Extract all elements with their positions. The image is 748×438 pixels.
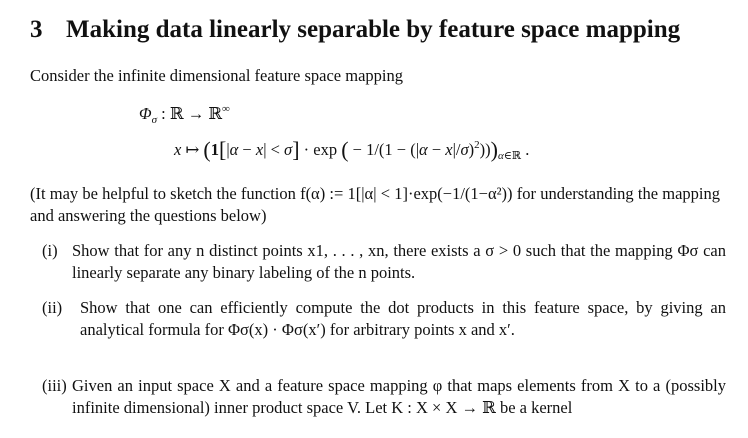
- question-label: (i): [42, 241, 58, 260]
- equation-line-1: $\Phi_\sigma$ : ℝ → ℝ∞: [139, 103, 230, 126]
- question-text: Show that for any n distinct points x1, . . . , xn, there exists a σ > 0 such that the mapping Φσ can linearly separate any binary labeling of the n points.: [72, 241, 726, 282]
- question-text: Given an input space X and a feature space mapping φ that maps elements from X to a (possibly infinite dimensional) inner product space V. Let K : X × X → ℝ be a kernel: [72, 376, 726, 417]
- question-item: [42, 297, 726, 341]
- equation-line-2: x ↦ (1[|α − x| < σ] · exp ( − $1/(1 - (|\alpha - x|/\sigma)^2)))_{\alpha\in ℝ}$ .: [174, 137, 530, 162]
- section-number: 3: [30, 16, 43, 43]
- question-item: [42, 375, 726, 419]
- question-label: (ii): [42, 298, 63, 317]
- section-title: Making data linearly separable by feature space mapping: [66, 16, 681, 43]
- question-item: [42, 240, 726, 284]
- intro-paragraph: Consider the infinite dimensional feature space mapping: [30, 66, 403, 85]
- question-text: Show that one can efficiently compute the dot products in this feature space, by giving an analytical formula for Φσ(x) · Φσ(x′) for arbitrary points x and x′.: [80, 298, 726, 339]
- section-heading: [30, 16, 680, 44]
- question-label: (iii): [42, 376, 67, 395]
- hint-paragraph: (It may be helpful to sketch the function f(α) := 1[|α| < 1]·exp(−1/(1−α²)) for understanding the mapping and answering the questions below): [30, 184, 720, 225]
